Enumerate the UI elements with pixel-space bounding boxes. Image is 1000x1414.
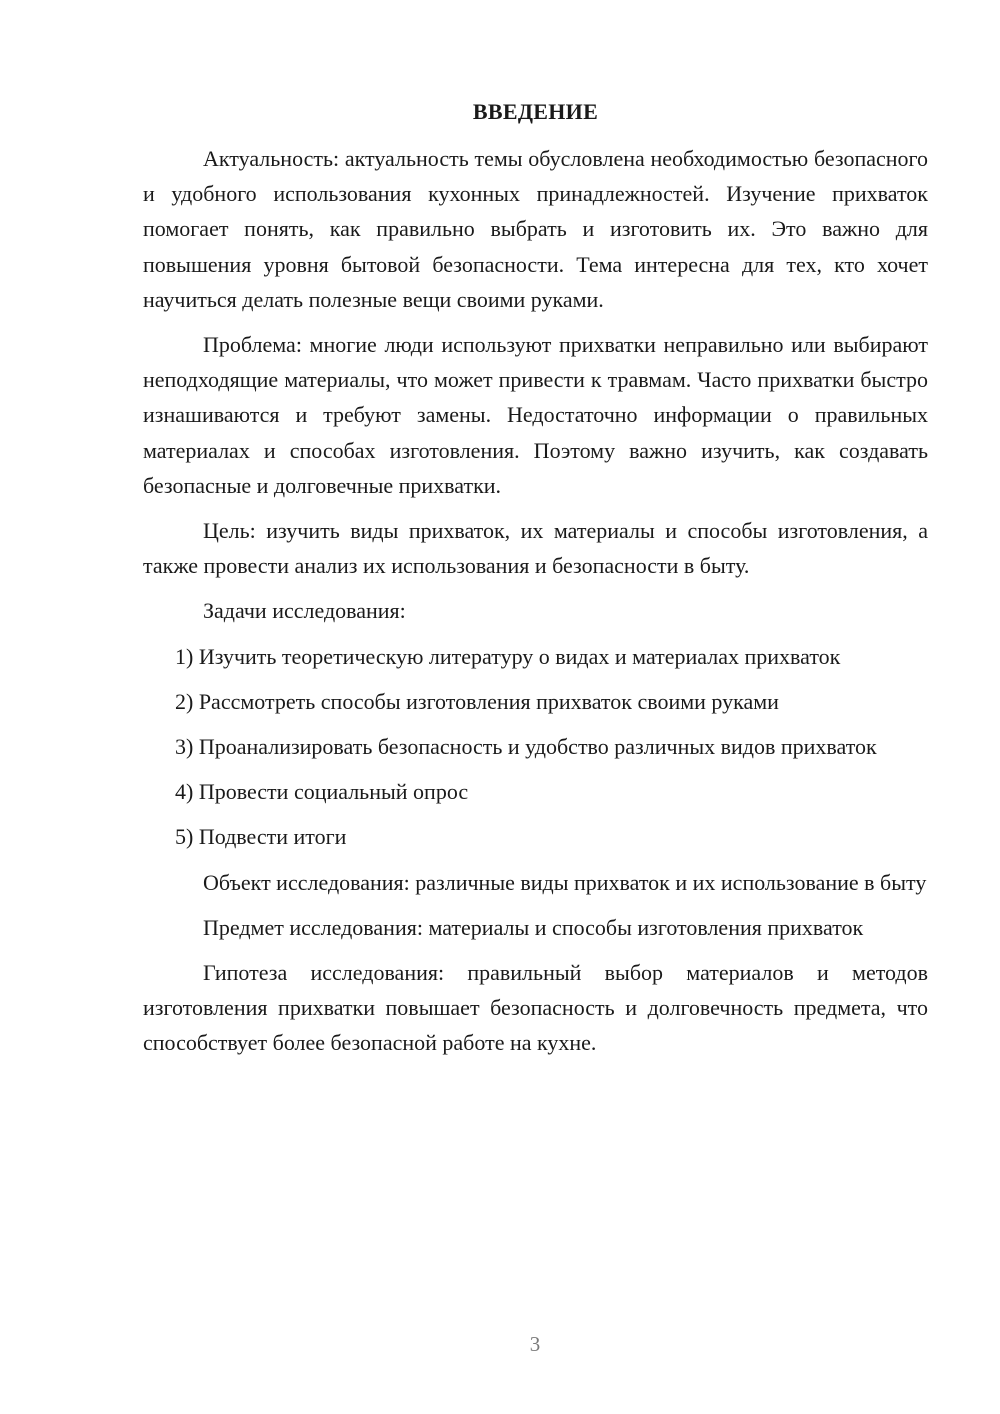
page-title: ВВЕДЕНИЕ [472, 99, 599, 124]
subject-paragraph: Предмет исследования: материалы и способы изготовления прихваток [203, 914, 864, 940]
task-item-3: 3) Проанализировать безопасность и удобство различных видов прихваток [175, 734, 877, 760]
goal-paragraph: Цель: изучить виды прихваток, их материалы и способы изготовления, а также провести анализ их использования и безопасности в быту. [143, 518, 928, 579]
page-number: 3 [529, 1332, 541, 1356]
object-paragraph: Объект исследования: различные виды прихваток и их использование в быту [203, 869, 927, 895]
relevance-paragraph: Актуальность: актуальность темы обусловлена необходимостью безопасного и удобного использования кухонных принадлежностей. Изучение прихваток помогает понять, как правильно выбрать и изготовить их. Это важно для повышения уровня бытовой безопасности. Тема интересна для тех, кто хочет научиться делать полезные вещи своими руками. [143, 146, 928, 312]
hypothesis-paragraph: Гипотеза исследования: правильный выбор материалов и методов изготовления прихватки повышает безопасность и долговечность предмета, что способствует более безопасной работе на кухне. [143, 960, 928, 1056]
task-item-4: 4) Провести социальный опрос [175, 779, 469, 805]
task-item-1: 1) Изучить теоретическую литературу о видах и материалах прихваток [175, 643, 841, 669]
tasks-title: Задачи исследования: [203, 598, 406, 624]
page-content [143, 94, 928, 1071]
task-item-2: 2) Рассмотреть способы изготовления прихваток своими руками [175, 688, 779, 714]
task-item-5: 5) Подвести итоги [175, 824, 347, 850]
problem-paragraph: Проблема: многие люди используют прихватки неправильно или выбирают неподходящие материалы, что может привести к травмам. Часто прихватки быстро изнашиваются и требуют замены. Недостаточно информации о правильных материалах и способах изготовления. Поэтому важно изучить, как создавать безопасные и долговечные прихватки. [143, 332, 928, 498]
